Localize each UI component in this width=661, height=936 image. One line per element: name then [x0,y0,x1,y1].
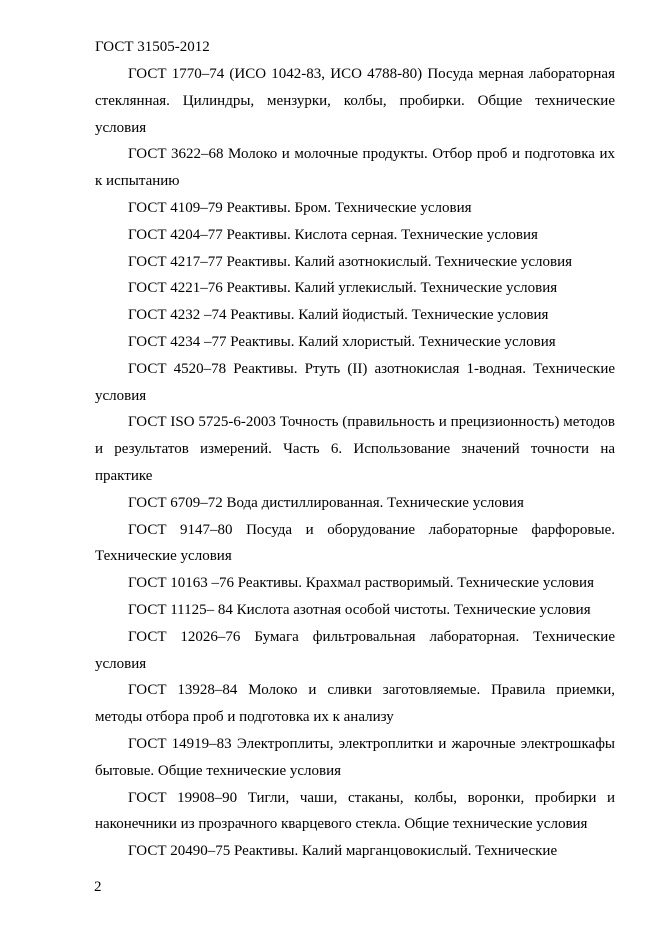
reference-item: ГОСТ ISO 5725-6-2003 Точность (правильность и прецизионность) методов и результатов измерений. Часть 6. Использование значений точности на практике [95,414,615,484]
reference-item: ГОСТ 4520–78 Реактивы. Ртуть (II) азотнокислая 1-водная. Технические условия [95,360,615,404]
reference-item: ГОСТ 20490–75 Реактивы. Калий марганцовокислый. Технические [128,843,558,860]
reference-item: ГОСТ 6709–72 Вода дистиллированная. Технические условия [128,494,524,511]
reference-item: ГОСТ 14919–83 Электроплиты, электроплитки и жарочные электрошкафы бытовые. Общие технические условия [95,735,615,779]
reference-item: ГОСТ 3622–68 Молоко и молочные продукты. Отбор проб и подготовка их к испытанию [95,146,615,190]
reference-item: ГОСТ 12026–76 Бумага фильтровальная лабораторная. Технические условия [95,628,615,672]
reference-item: ГОСТ 1770–74 (ИСО 1042-83, ИСО 4788-80) Посуда мерная лабораторная стеклянная. Цилиндры, мензурки, колбы, пробирки. Общие технические условия [95,66,615,136]
reference-item: ГОСТ 4232 –74 Реактивы. Калий йодистый. Технические условия [128,307,549,324]
reference-item: ГОСТ 11125– 84 Кислота азотная особой чистоты. Технические условия [128,601,591,618]
standard-header: ГОСТ 31505-2012 [95,39,210,55]
reference-item: ГОСТ 4221–76 Реактивы. Калий углекислый. Технические условия [128,280,558,297]
reference-item: ГОСТ 4204–77 Реактивы. Кислота серная. Технические условия [128,226,538,243]
reference-item: ГОСТ 4217–77 Реактивы. Калий азотнокислый. Технические условия [128,253,573,270]
reference-item: ГОСТ 19908–90 Тигли, чаши, стаканы, колбы, воронки, пробирки и наконечники из прозрачного кварцевого стекла. Общие технические условия [95,789,615,833]
reference-item: ГОСТ 4109–79 Реактивы. Бром. Технические условия [128,199,472,216]
page-number: 2 [94,879,102,895]
normative-references-list [95,61,615,865]
reference-item: ГОСТ 10163 –76 Реактивы. Крахмал растворимый. Технические условия [128,575,594,592]
reference-item: ГОСТ 9147–80 Посуда и оборудование лабораторные фарфоровые. Технические условия [95,521,615,565]
reference-item: ГОСТ 13928–84 Молоко и сливки заготовляемые. Правила приемки, методы отбора проб и подготовка их к анализу [95,682,615,726]
reference-item: ГОСТ 4234 –77 Реактивы. Калий хлористый. Технические условия [128,333,556,350]
